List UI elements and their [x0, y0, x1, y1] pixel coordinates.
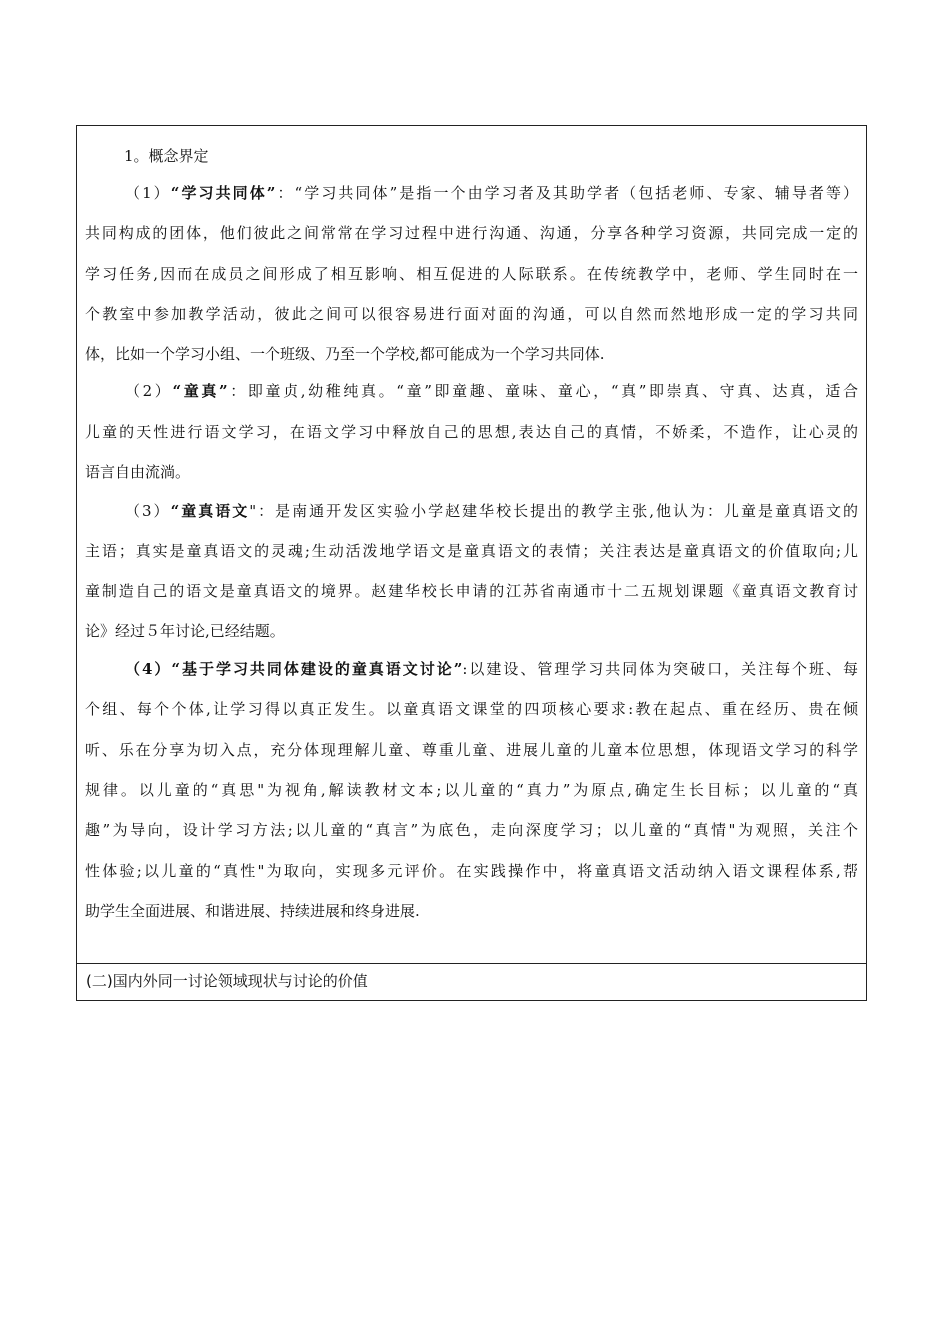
term-childlike-truth: “童真”: [172, 382, 228, 400]
research-status-cell: [77, 964, 866, 1000]
concept-definition-cell: [77, 126, 866, 964]
paragraph-4-line-4: 规律。以儿童的“真思"为视角,解读教材文本;以儿童的“真力”为原点,确定生长目标；以儿童的“真: [85, 781, 858, 799]
term-childlike-chinese: “童真语文: [170, 502, 250, 520]
paragraph-4-line-2: 个组、每个个体,让学习得以真正发生。以童真语文课堂的四项核心要求:教在起点、重在经历、贵在倾: [85, 700, 858, 718]
paragraph-1-line-2: 共同构成的团体，他们彼此之间常常在学习过程中进行沟通、沟通，分享各种学习资源，共同完成一定的: [85, 224, 858, 242]
paragraph-1-line-3: 学习任务,因而在成员之间形成了相互影响、相互促进的人际联系。在传统教学中，老师、学生同时在一: [85, 265, 858, 283]
paragraph-3-line-2: 主语；真实是童真语文的灵魂;生动活泼地学语文是童真语文的表情；关注表达是童真语文的价值取向;儿: [85, 542, 858, 560]
paragraph-3-line-4: 论》经过５年讨论,已经结题。: [85, 622, 285, 640]
section-heading: 1。概念界定: [124, 147, 209, 165]
paragraph-2-line-1: （2）“童真”：即童贞,幼稚纯真。“童”即童趣、童味、童心，“真”即崇真、守真、达真，适合: [125, 382, 858, 400]
paragraph-1-line-4: 个教室中参加教学活动，彼此之间可以很容易进行面对面的沟通，可以自然而然地形成一定的学习共同: [85, 305, 858, 323]
term-learning-community: “学习共同体”: [170, 184, 276, 202]
document-table: [76, 125, 867, 1001]
paragraph-4-line-3: 听、乐在分享为切入点，充分体现理解儿童、尊重儿童、进展儿童的儿童本位思想，体现语文学习的科学: [85, 741, 858, 759]
section-2-heading: (二)国内外同一讨论领域现状与讨论的价值: [86, 972, 368, 990]
paragraph-3-line-1: （3）“童真语文"：是南通开发区实验小学赵建华校长提出的教学主张,他认为：儿童是童真语文的: [125, 502, 859, 520]
paragraph-4-line-5: 趣”为导向，设计学习方法;以儿童的“真言”为底色，走向深度学习；以儿童的“真情"为观照，关注个: [85, 821, 858, 839]
paragraph-1-line-1: （1）“学习共同体”：“学习共同体”是指一个由学习者及其助学者（包括老师、专家、辅导者等）: [125, 184, 859, 202]
paragraph-4-line-1: （4）“基于学习共同体建设的童真语文讨论”:以建设、管理学习共同体为突破口，关注每个班、每: [125, 660, 859, 678]
term-research-title: “基于学习共同体建设的童真语文讨论”: [171, 660, 463, 678]
paragraph-4-line-7: 助学生全面进展、和谐进展、持续进展和终身进展.: [85, 902, 420, 920]
paragraph-2-line-2: 儿童的天性进行语文学习，在语文学习中释放自己的思想,表达自己的真情，不娇柔，不造作，让心灵的: [85, 423, 858, 441]
paragraph-2-line-3: 语言自由流淌。: [85, 463, 191, 481]
paragraph-3-line-3: 童制造自己的语文是童真语文的境界。赵建华校长申请的江苏省南通市十二五规划课题《童真语文教育讨: [85, 582, 858, 600]
paragraph-4-line-6: 性体验;以儿童的“真性"为取向，实现多元评价。在实践操作中，将童真语文活动纳入语文课程体系,帮: [85, 862, 858, 880]
paragraph-1-line-5: 体，比如一个学习小组、一个班级、乃至一个学校,都可能成为一个学习共同体.: [85, 345, 605, 363]
